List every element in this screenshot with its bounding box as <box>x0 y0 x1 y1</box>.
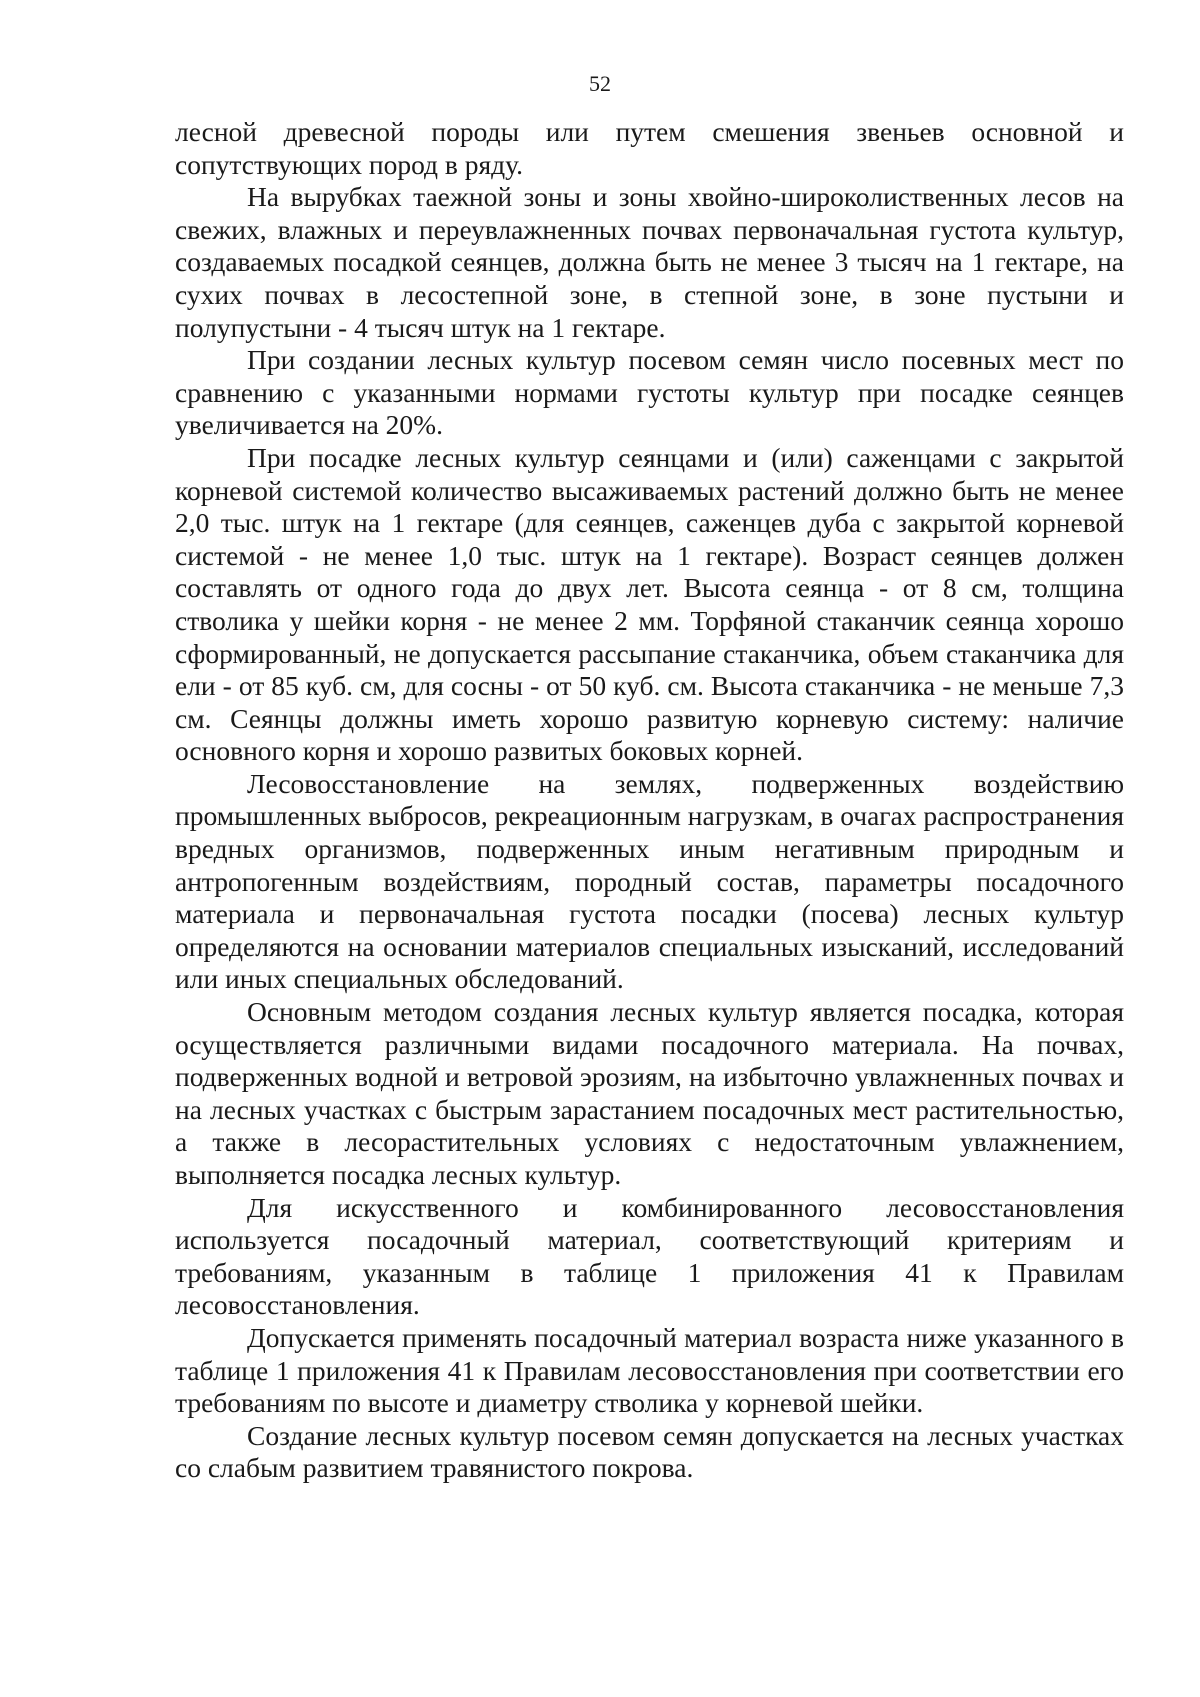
document-body <box>175 116 1124 1485</box>
paragraph-planting-density: На вырубках таежной зоны и зоны хвойно-широколиственных лесов на свежих, влажных и переувлажненных почвах первоначальная густота культур, создаваемых посадкой сеянцев, должна быть не менее 3 тысяч на 1 гектаре, на сухих почвах в лесостепной зоне, в степной зоне, в зоне пустыни и полупустыни - 4 тысяч штук на 1 гектаре. <box>175 181 1124 343</box>
paragraph-younger-material: Допускается применять посадочный материал возраста ниже указанного в таблице 1 приложения 41 к Правилам лесовосстановления при соответствии его требованиям по высоте и диаметру стволика у корневой шейки. <box>175 1321 1124 1419</box>
paragraph-planting-material: Для искусственного и комбинированного лесовосстановления используется посадочный материал, соответствующий критериям и требованиям, указанным в таблице 1 приложения 41 к Правилам лесовосстановления. <box>175 1191 1124 1321</box>
paragraph-continuation: лесной древесной породы или путем смешения звеньев основной и сопутствующих пород в ряду. <box>175 116 1124 180</box>
page-number: 52 <box>589 71 611 96</box>
paragraph-seed-sowing: Создание лесных культур посевом семян допускается на лесных участках со слабым развитием травянистого покрова. <box>175 1419 1124 1484</box>
paragraph-impacted-lands: Лесовосстановление на землях, подверженных воздействию промышленных выбросов, рекреационным нагрузкам, в очагах распространения вредных организмов, подверженных иным негативным природным и антропогенным воздействиям, породный состав, параметры посадочного материала и первоначальная густота посадки (посева) лесных культур определяются на основании материалов специальных изысканий, исследований или иных специальных обследований. <box>175 767 1124 995</box>
paragraph-main-method: Основным методом создания лесных культур является посадка, которая осуществляется различными видами посадочного материала. На почвах, подверженных водной и ветровой эрозиям, на избыточно увлажненных почвах и на лесных участках с быстрым зарастанием посадочных мест растительностью, а также в лесорастительных условиях с недостаточным увлажнением, выполняется посадка лесных культур. <box>175 996 1124 1190</box>
paragraph-closed-root-seedlings: При посадке лесных культур сеянцами и (или) саженцами с закрытой корневой системой количество высаживаемых растений должно быть не менее 2,0 тыс. штук на 1 гектаре (для сеянцев, саженцев дуба с закрытой корневой системой - не менее 1,0 тыс. штук на 1 гектаре). Возраст сеянцев должен составлять от одного года до двух лет. Высота сеянца - от 8 см, толщина стволика у шейки корня - не менее 2 мм. Торфяной стаканчик сеянца хорошо сформированный, не допускается рассыпание стаканчика, объем стаканчика для ели - от 85 куб. см, для сосны - от 50 куб. см. Высота стаканчика - не меньше 7,3 см. Сеянцы должны иметь хорошо развитую корневую систему: наличие основного корня и хорошо развитых боковых корней. <box>175 441 1124 767</box>
paragraph-seeding-increase: При создании лесных культур посевом семян число посевных мест по сравнению с указанными нормами густоты культур при посадке сеянцев увеличивается на 20%. <box>175 344 1124 441</box>
